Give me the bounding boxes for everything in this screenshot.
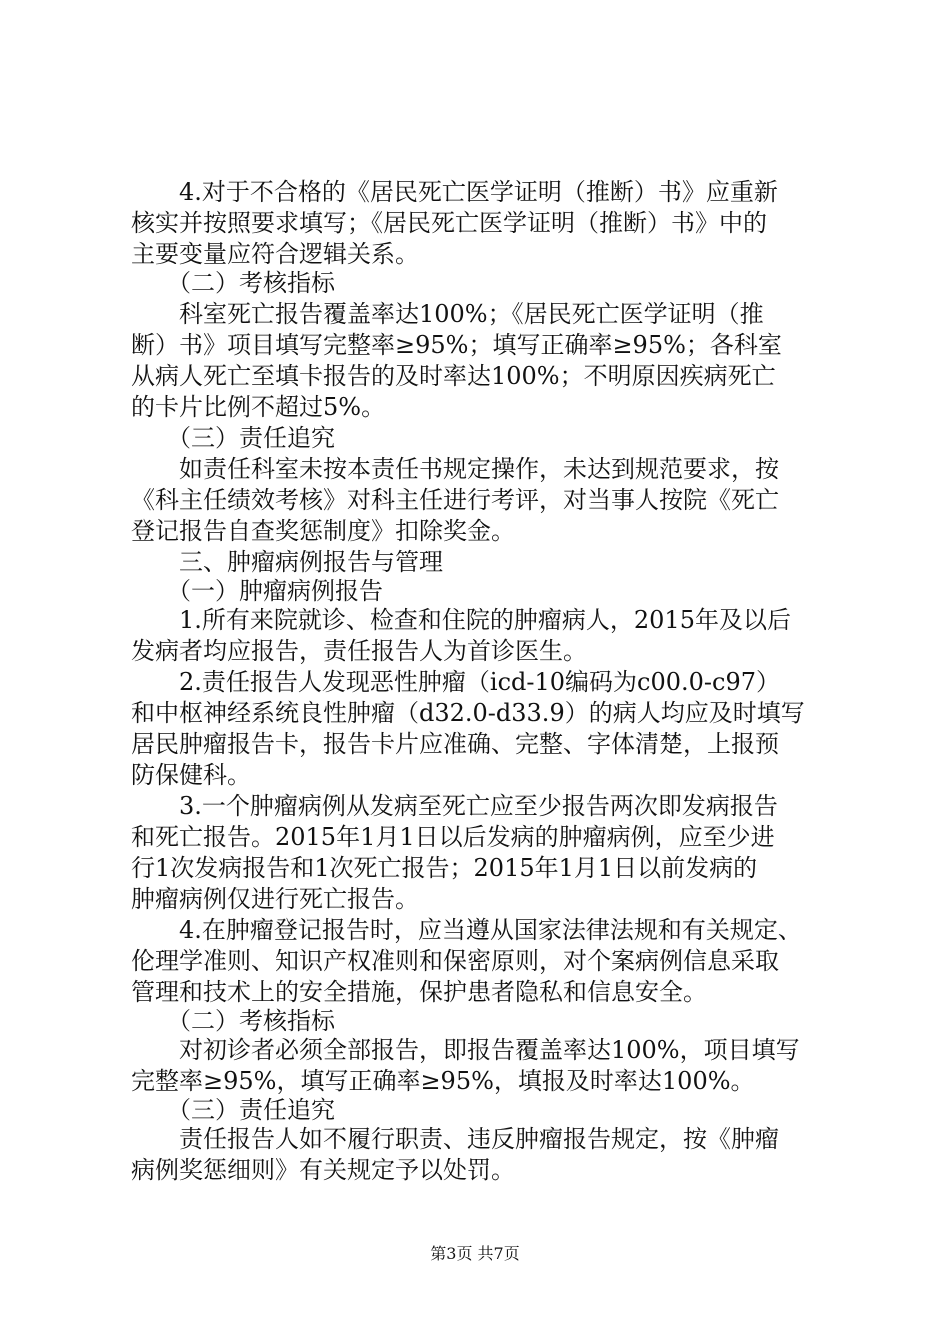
text-line: 和中枢神经系统良性肿瘤（d32.0-d33.9）的病人均应及时填写 [131,699,805,727]
text-line: 发病者均应报告，责任报告人为首诊医生。 [131,637,587,665]
text-line: 责任报告人如不履行职责、违反肿瘤报告规定，按《肿瘤 [131,1125,779,1153]
text-line: 登记报告自查奖惩制度》扣除奖金。 [131,517,515,545]
text-line: 2.责任报告人发现恶性肿瘤（icd-10编码为c00.0-c97） [131,668,780,696]
text-line: 伦理学准则、知识产权准则和保密原则，对个案病例信息采取 [131,947,779,975]
section-heading: （二）考核指标 [131,1007,335,1035]
text-line: 行1次发病报告和1次死亡报告；2015年1月1日以前发病的 [131,854,758,882]
text-line: 肿瘤病例仅进行死亡报告。 [131,885,419,913]
section-heading: （三）责任追究 [131,1096,335,1124]
text-line: 1.所有来院就诊、检查和住院的肿瘤病人，2015年及以后 [131,606,791,634]
section-heading: 三、肿瘤病例报告与管理 [131,548,443,576]
text-line: 科室死亡报告覆盖率达100%；《居民死亡医学证明（推 [131,300,764,328]
section-heading: （二）考核指标 [131,269,335,297]
text-line: 主要变量应符合逻辑关系。 [131,240,419,268]
section-heading: （三）责任追究 [131,424,335,452]
text-line: 如责任科室未按本责任书规定操作，未达到规范要求，按 [131,455,779,483]
text-line: 《科主任绩效考核》对科主任进行考评，对当事人按院《死亡 [131,486,779,514]
text-line: 病例奖惩细则》有关规定予以处罚。 [131,1156,515,1184]
text-line: 3.一个肿瘤病例从发病至死亡应至少报告两次即发病报告 [131,792,778,820]
text-line: 的卡片比例不超过5%。 [131,393,386,421]
section-heading: （一）肿瘤病例报告 [131,577,383,605]
text-line: 从病人死亡至填卡报告的及时率达100%；不明原因疾病死亡 [131,362,776,390]
text-line: 核实并按照要求填写；《居民死亡医学证明（推断）书》中的 [131,209,767,237]
text-line: 对初诊者必须全部报告，即报告覆盖率达100%，项目填写 [131,1036,800,1064]
text-line: 和死亡报告。2015年1月1日以后发病的肿瘤病例，应至少进 [131,823,775,851]
text-line: 4.在肿瘤登记报告时，应当遵从国家法律法规和有关规定、 [131,916,802,944]
page-number-footer: 第3页 共7页 [430,1244,520,1263]
text-line: 居民肿瘤报告卡，报告卡片应准确、完整、字体清楚，上报预 [131,730,779,758]
text-line: 断）书》项目填写完整率≥95%；填写正确率≥95%；各科室 [131,331,782,359]
text-line: 完整率≥95%，填写正确率≥95%，填报及时率达100%。 [131,1067,755,1095]
text-line: 4.对于不合格的《居民死亡医学证明（推断）书》应重新 [131,178,778,206]
text-line: 管理和技术上的安全措施，保护患者隐私和信息安全。 [131,978,707,1006]
text-line: 防保健科。 [131,761,251,789]
